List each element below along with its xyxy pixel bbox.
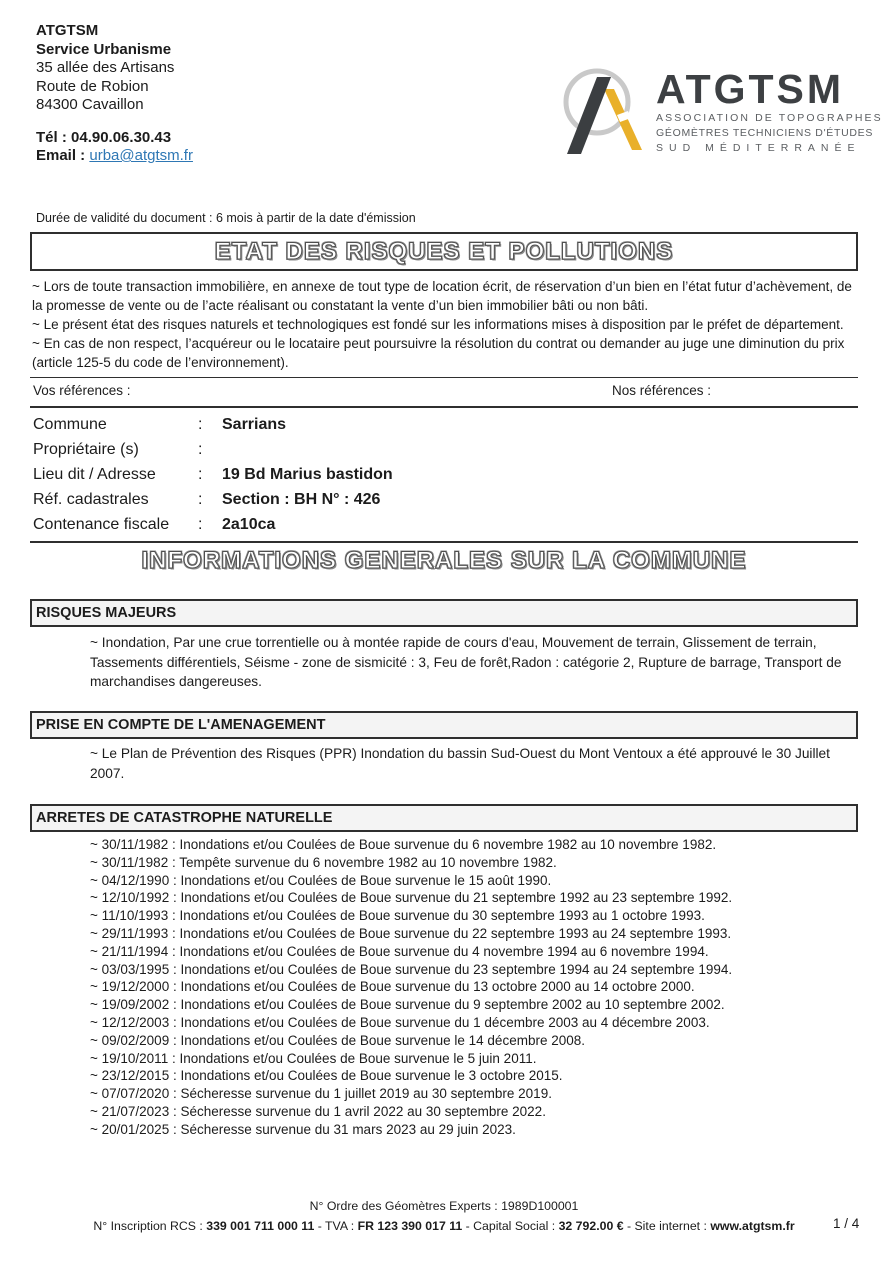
- row-separator: :: [198, 466, 203, 483]
- list-item: ~ 19/12/2000 : Inondations et/ou Coulées de Boue survenue du 13 octobre 2000 au 14 octobre 2000.: [90, 979, 695, 995]
- logo-subline-3: SUD MÉDITERRANÉE: [656, 142, 861, 154]
- list-item: ~ 20/01/2025 : Sécheresse survenue du 31 mars 2023 au 29 juin 2023.: [90, 1121, 516, 1137]
- table-row: [33, 412, 393, 437]
- table-row: [33, 487, 393, 512]
- heading-risques-majeurs: RISQUES MAJEURS: [30, 599, 858, 627]
- row-value: 2a10ca: [222, 516, 276, 533]
- row-separator: :: [198, 516, 203, 533]
- list-item: ~ 09/02/2009 : Inondations et/ou Coulées de Boue survenue le 14 décembre 2008.: [90, 1032, 585, 1048]
- row-value: Sarrians: [222, 416, 287, 433]
- logo-text: [656, 66, 883, 162]
- email-label: Email :: [36, 147, 86, 164]
- section-title: INFORMATIONS GENERALES SUR LA COMMUNE: [141, 547, 747, 574]
- list-item: ~ 23/12/2015 : Inondations et/ou Coulées de Boue survenue le 3 octobre 2015.: [90, 1068, 563, 1084]
- company-name: ATGTSM: [36, 22, 99, 39]
- sender-block: [36, 22, 193, 166]
- footer-segment: - Site internet :: [623, 1219, 711, 1233]
- footer-segment: N° Inscription RCS :: [93, 1219, 207, 1233]
- logo-wordmark: ATGTSM: [656, 66, 845, 112]
- table-row: [33, 512, 393, 537]
- list-item: ~ 07/07/2020 : Sécheresse survenue du 1 juillet 2019 au 30 septembre 2019.: [90, 1086, 552, 1102]
- section-title-wrap: [0, 547, 888, 575]
- phone-line: [36, 129, 193, 148]
- table-row: [33, 462, 393, 487]
- footer-segment: - TVA :: [314, 1219, 358, 1233]
- your-references-label: Vos références :: [33, 383, 131, 398]
- row-value: 19 Bd Marius bastidon: [222, 466, 393, 483]
- row-label: Réf. cadastrales: [33, 491, 149, 508]
- list-item: ~ 30/11/1982 : Tempête survenue du 6 novembre 1982 au 10 novembre 1982.: [90, 854, 557, 870]
- footer-tva-number: FR 123 390 017 11: [357, 1219, 463, 1233]
- email-link[interactable]: urba@atgtsm.fr: [89, 147, 193, 164]
- list-item: ~ 12/12/2003 : Inondations et/ou Coulées de Boue survenue du 1 décembre 2003 au 4 décembre 2003.: [90, 1014, 710, 1030]
- list-item: ~ 29/11/1993 : Inondations et/ou Coulées de Boue survenue du 22 septembre 1993 au 24 septembre 1993.: [90, 925, 732, 941]
- list-item: ~ 03/03/1995 : Inondations et/ou Coulées de Boue survenue du 23 septembre 1994 au 24 septembre 1994.: [90, 961, 733, 977]
- logo-subline-2: GÉOMÈTRES TECHNICIENS D'ÉTUDES: [656, 127, 874, 139]
- address-line-2: Route de Robion: [36, 77, 149, 95]
- heading-arretes-catastrophe: ARRETES DE CATASTROPHE NATURELLE: [30, 804, 858, 832]
- row-separator: :: [198, 416, 203, 433]
- row-label: Contenance fiscale: [33, 516, 170, 533]
- row-separator: :: [198, 441, 203, 458]
- footer-website: www.atgtsm.fr: [710, 1219, 795, 1233]
- intro-item: ~ Lors de toute transaction immobilière, en annexe de tout type de location écrit, de réservation d’un bien en l’état futur d’achèvement, de la promesse de vente ou de l’acte réalisant ou constatant la vente d’un bien immobilier bâti ou non bâti.: [32, 279, 852, 313]
- heading-prise-en-compte: PRISE EN COMPTE DE L'AMENAGEMENT: [30, 711, 858, 739]
- divider: [30, 377, 858, 378]
- list-item: ~ 21/11/1994 : Inondations et/ou Coulées de Boue survenue du 4 novembre 1994 au 6 novembre 1994.: [90, 943, 709, 959]
- footer-segment: - Capital Social :: [462, 1219, 559, 1233]
- spacer: [36, 115, 193, 129]
- address-line-1: 35 allée des Artisans: [36, 59, 175, 76]
- footer-capital: 32 792.00 €: [558, 1219, 624, 1233]
- list-item: ~ 11/10/1993 : Inondations et/ou Coulées de Boue survenue du 30 septembre 1993 au 1 octobre 1993.: [90, 908, 705, 924]
- risques-majeurs-text: ~ Inondation, Par une crue torrentielle ou à montée rapide de cours d'eau, Mouvement de terrain, Glissement de terrain, Tassements différentiels, Séisme - zone de sismicité : 3, Feu de forêt,Radon : catégorie 2, Rupture de barrage, Transport de marchandises dangereuses.: [90, 635, 842, 689]
- divider: [30, 541, 858, 543]
- list-item: ~ 04/12/1990 : Inondations et/ou Coulées de Boue survenue le 15 août 1990.: [90, 872, 552, 888]
- address-line-3: 84300 Cavaillon: [36, 96, 144, 113]
- row-label: Lieu dit / Adresse: [33, 466, 156, 483]
- table-row: [33, 437, 393, 462]
- prise-en-compte-text: ~ Le Plan de Prévention des Risques (PPR) Inondation du bassin Sud-Ouest du Mont Ventoux a été approuvé le 30 Juillet 2007.: [90, 746, 830, 781]
- phone-number: 04.90.06.30.43: [71, 128, 172, 146]
- page-number: 1 / 4: [833, 1216, 860, 1231]
- list-item: ~ 21/07/2023 : Sécheresse survenue du 1 avril 2022 au 30 septembre 2022.: [90, 1103, 546, 1119]
- email-line: [36, 147, 193, 166]
- our-references-label: Nos références :: [612, 383, 712, 398]
- catastrophe-list: [90, 836, 870, 1139]
- document-title-box: [30, 232, 858, 271]
- company-service: Service Urbanisme: [36, 40, 172, 58]
- list-item: ~ 19/10/2011 : Inondations et/ou Coulées de Boue survenue le 5 juin 2011.: [90, 1050, 537, 1066]
- logo-subline-1: ASSOCIATION DE TOPOGRAPHES: [656, 112, 883, 124]
- divider: [30, 406, 858, 408]
- footer-line-1: N° Ordre des Géomètres Experts : 1989D100001: [309, 1199, 579, 1213]
- row-value: Section : BH N° : 426: [222, 491, 381, 508]
- list-item: ~ 30/11/1982 : Inondations et/ou Coulées de Boue survenue du 6 novembre 1982 au 10 novembre 1982.: [90, 837, 717, 852]
- document-title: ETAT DES RISQUES ET POLLUTIONS: [214, 237, 674, 265]
- footer-rcs-number: 339 001 711 000 11: [206, 1219, 315, 1233]
- row-label: Propriétaire (s): [33, 441, 139, 458]
- footer-line-2: [0, 1219, 888, 1233]
- row-separator: :: [198, 491, 203, 508]
- logo: [560, 60, 883, 162]
- intro-paragraphs: [32, 277, 856, 372]
- intro-item: ~ En cas de non respect, l’acquéreur ou le locataire peut poursuivre la résolution du contrat ou demander au juge une diminution du prix (article 125-5 du code de l’environnement).: [32, 336, 845, 370]
- property-reference-table: [33, 412, 393, 537]
- list-item: ~ 12/10/1992 : Inondations et/ou Coulées de Boue survenue du 21 septembre 1992 au 23 septembre 1992.: [90, 890, 733, 906]
- list-item: ~ 19/09/2002 : Inondations et/ou Coulées de Boue survenue du 9 septembre 2002 au 10 septembre 2002.: [90, 997, 725, 1013]
- validity-note: Durée de validité du document : 6 mois à partir de la date d'émission: [36, 211, 416, 225]
- row-label: Commune: [33, 416, 107, 433]
- intro-item: ~ Le présent état des risques naturels et technologiques est fondé sur les informations mises à disposition par le préfet de département.: [32, 317, 844, 332]
- logo-mark-icon: [560, 60, 650, 162]
- phone-label: Tél :: [36, 128, 67, 146]
